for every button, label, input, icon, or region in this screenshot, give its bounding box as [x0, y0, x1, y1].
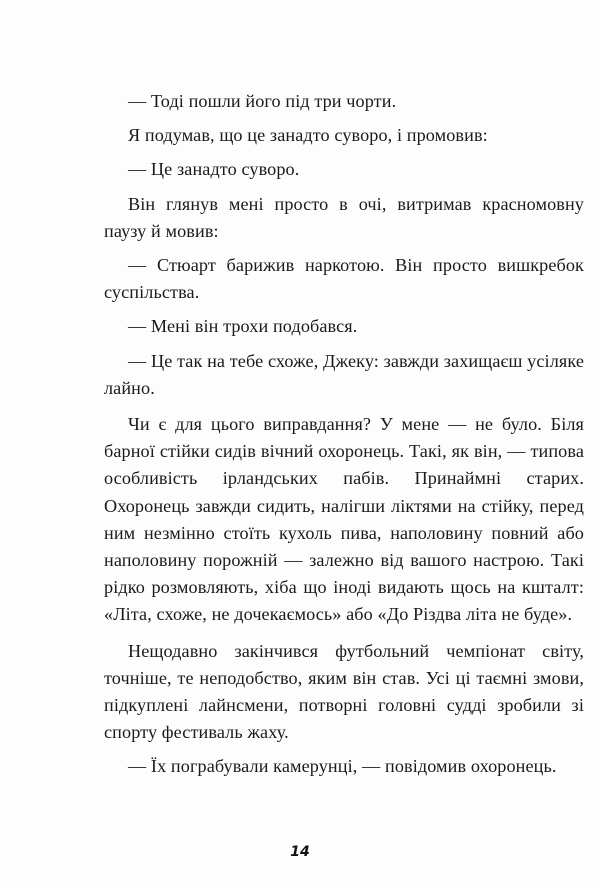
paragraph: — Мені він трохи подобався. — [128, 316, 358, 337]
paragraph: Нещодавно закінчився футбольний чемпіонат світу, точніше, те неподобство, яким він став. Усі ці таємні змови, підкуплені лайнсмени, потворні головні судді зробили зі спорту фестиваль жаху. — [104, 640, 584, 743]
page-number: 14 — [290, 844, 310, 860]
paragraph: — Їх пограбували камерунці, — повідомив охоронець. — [128, 756, 557, 777]
paragraph: Він глянув мені просто в очі, витримав красномовну паузу й мовив: — [104, 193, 584, 241]
body-text — [104, 88, 584, 781]
paragraph: — Стюарт барижив наркотою. Він просто вишкребок суспільства. — [104, 255, 584, 303]
paragraph: — Тоді пошли його під три чорти. — [128, 91, 397, 111]
paragraph: Чи є для цього виправдання? У мене — не було. Біля барної стійки сидів вічний охоронець. Такі, як він, — типова особливість ірландських пабів. Принаймні старих. Охоронець завжди сидить, налігши ліктями на стійку, перед ним незмінно стоїть кухоль пива, наполовину повний або наполовину порожній — залежно від вашого настрою. Такі рідко розмовляють, хіба що іноді видають щось на кшталт: «Літа, схоже, не дочекаємось» або «До Різдва літа не буде». — [104, 414, 584, 625]
paragraph: Я подумав, що це занадто суворо, і промовив: — [128, 125, 488, 146]
paragraph: — Це так на тебе схоже, Джеку: завжди захищаєш усіляке лайно. — [104, 350, 584, 398]
paragraph: — Це занадто суворо. — [128, 159, 300, 180]
